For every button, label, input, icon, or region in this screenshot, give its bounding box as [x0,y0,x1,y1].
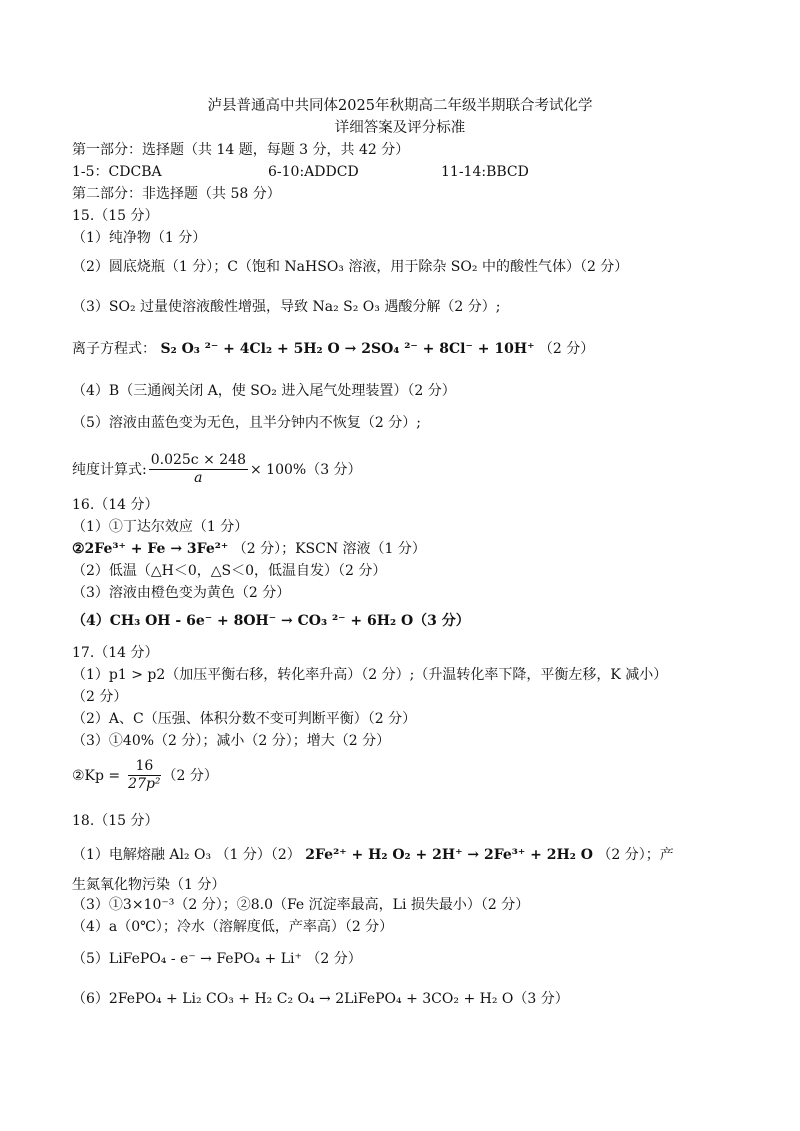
q15-answer-4: （4）B（三通阀关闭 A，使 SO₂ 进入尾气处理装置）（2 分） [72,383,456,399]
q18-answer-3: （3）①3×10⁻³（2 分）；②8.0（Fe 沉淀率最高，Li 损失最小）（2 分） [72,897,530,913]
q15-answer-3: （3）SO₂ 过量使溶液酸性增强，导致 Na₂ S₂ O₃ 遇酸分解（2 分）; [72,299,501,315]
part1-answers-11-14: 11-14:BBCD [441,164,529,180]
q18-answer-1-continued: 生氮氧化物污染（1 分） [72,877,226,893]
q17-kp-denominator: 27p² [128,776,161,792]
q17-kp-numerator: 16 [128,758,160,776]
q17-answer-2: （2）A、C（压强、体积分数不变可判断平衡）（2 分） [72,711,417,727]
doc-subtitle: 详细答案及评分标准 [334,120,466,136]
q18-answer-5: （5）LiFePO₄ - e⁻ → FePO₄ + Li⁺ （2 分） [72,951,362,967]
q15-purity-line [72,452,362,487]
q16-answer-2: （2）低温（△H＜0，△S＜0，低温自发）（2 分） [72,563,387,579]
q16-answer-1b-line [72,540,426,558]
part1-answers-1-5: 1-5：CDCBA [72,164,162,180]
q17-kp-label: ②Kp = [72,767,121,784]
q15-purity-fraction [149,452,248,487]
q15-answer-5: （5）溶液由蓝色变为无色，且半分钟内不恢复（2 分）; [72,415,421,431]
q16-answer-3: （3）溶液由橙色变为黄色（2 分） [72,585,291,601]
q15-purity-denominator: a [194,470,203,486]
q15-answer-1: （1）纯净物（1 分） [72,230,207,246]
q17-answer-1: （1）p1 > p2（加压平衡右移，转化率升高）（2 分）;（升温转化率下降，平衡左移，K 减小） [72,667,668,683]
part1-answers-6-10: 6-10:ADDCD [268,164,359,180]
q15-ion-equation-line [72,340,594,358]
q16-answer-1: （1）①丁达尔效应（1 分） [72,519,249,535]
q17-kp-score: （2 分） [162,767,218,784]
q18-answer-1-line [72,846,674,864]
doc-title: 泸县普通高中共同体2025年秋期高二年级半期联合考试化学 [207,98,593,114]
q17-answer-3: （3）①40%（2 分）；减小（2 分）；增大（2 分） [72,733,391,749]
q15-purity-numerator: 0.025c × 248 [150,452,246,468]
q18-equation: 2Fe²⁺ + H₂ O₂ + 2H⁺ → 2Fe³⁺ + 2H₂ O [305,847,593,863]
q15-ion-label: 离子方程式： [72,341,156,357]
q15-purity-tail: × 100%（3 分） [250,461,362,478]
q18-answer-1: （1）电解熔融 Al₂ O₃ （1 分）（2） [72,847,301,863]
q18-equation-tail: （2 分）；产 [597,847,674,863]
q17-kp-fraction [128,758,160,793]
q17-heading: 17.（14 分） [72,645,159,661]
q16-equation-tail: （2 分）；KSCN 溶液（1 分） [232,541,426,557]
q15-ion-equation: S₂ O₃ ²⁻ + 4Cl₂ + 5H₂ O → 2SO₄ ²⁻ + 8Cl⁻ + 10H⁺ [160,341,535,357]
q15-heading: 15.（15 分） [72,208,159,224]
q16-answer-4: （4）CH₃ OH - 6e⁻ + 8OH⁻ → CO₃ ²⁻ + 6H₂ O（3 分） [72,613,470,629]
q15-purity-label: 纯度计算式: [72,461,147,478]
q15-answer-2: （2）圆底烧瓶（1 分）；C（饱和 NaHSO₃ 溶液，用于除杂 SO₂ 中的酸性气体）（2 分） [72,259,629,275]
q17-kp-line [72,758,218,793]
q18-answer-6: （6）2FePO₄ + Li₂ CO₃ + H₂ C₂ O₄ → 2LiFePO₄ + 3CO₂ + H₂ O（3 分） [72,991,569,1007]
q18-heading: 18.（15 分） [72,813,159,829]
q17-answer-1-continued: （2 分） [72,689,128,705]
q16-heading: 16.（14 分） [72,497,159,513]
q15-ion-score: （2 分） [538,341,595,357]
part1-heading: 第一部分：选择题（共 14 题，每题 3 分，共 42 分） [72,142,410,158]
q16-equation: ②2Fe³⁺ + Fe → 3Fe²⁺ [72,541,229,557]
part2-heading: 第二部分：非选择题（共 58 分） [72,186,281,202]
q18-answer-4: （4）a（0℃）；冷水（溶解度低，产率高）（2 分） [72,919,394,935]
